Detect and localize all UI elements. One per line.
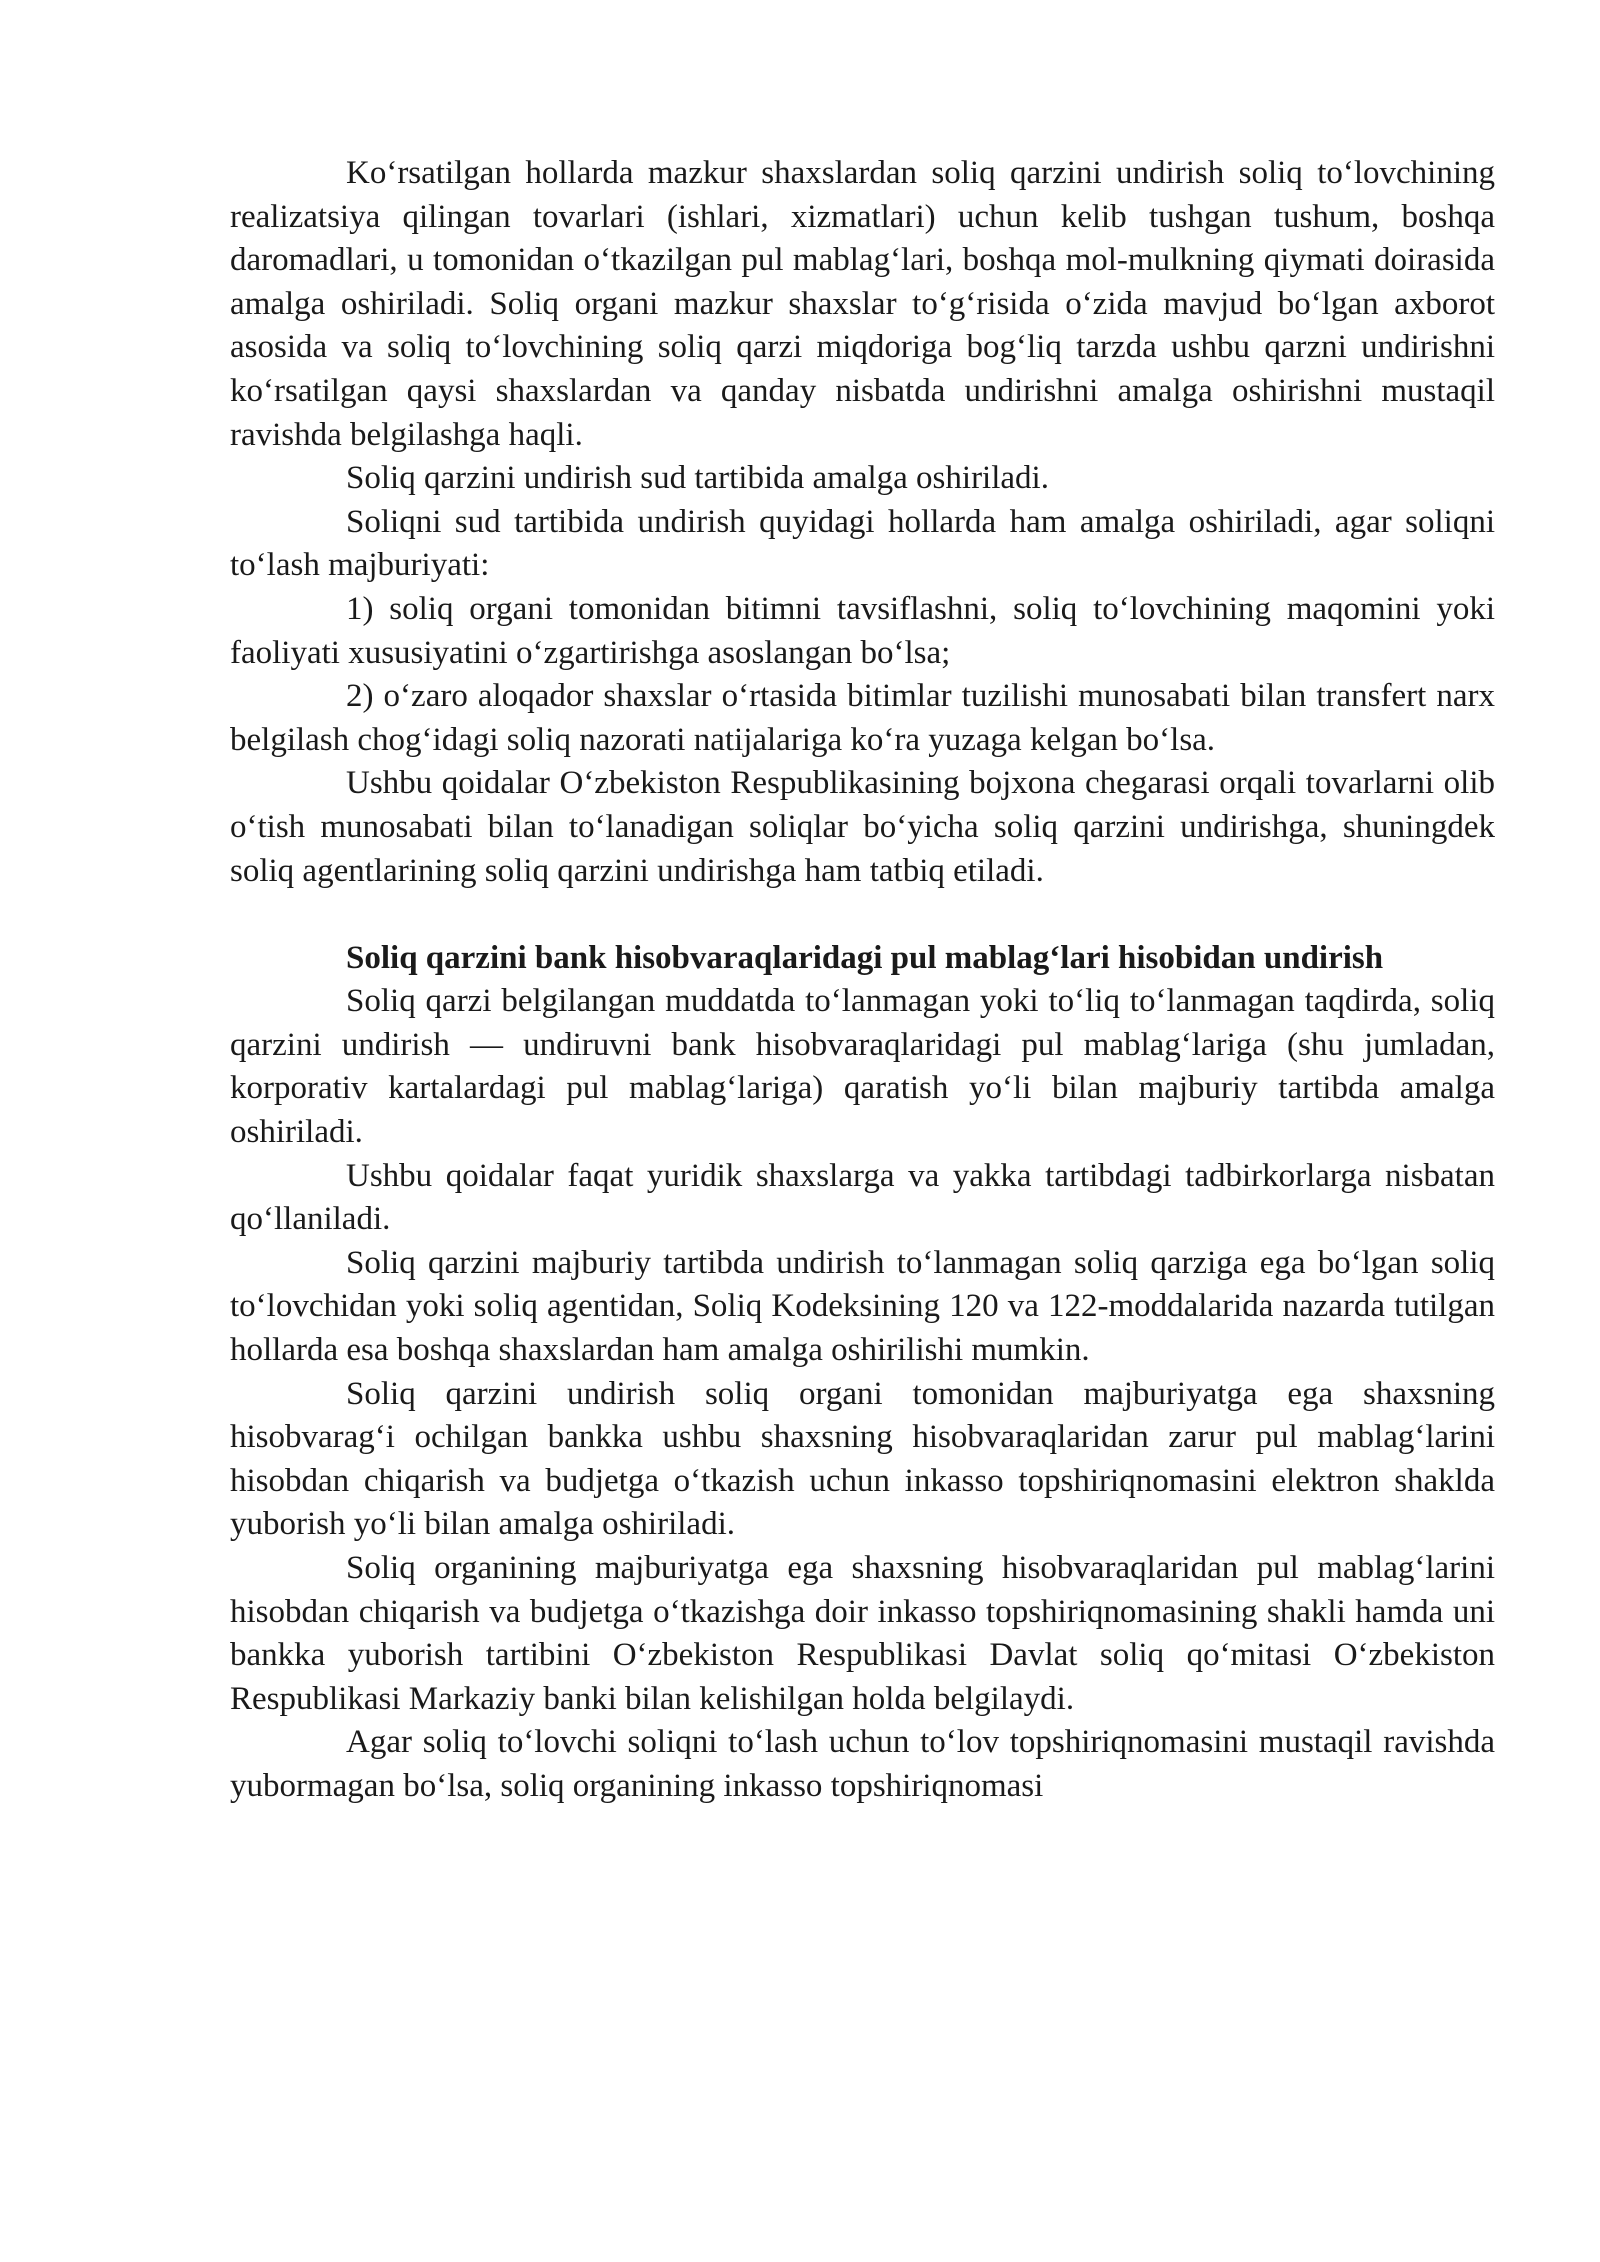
paragraph: Ushbu qoidalar faqat yuridik shaxslarga va yakka tartibdagi tadbirkorlarga nisbatan qo‘llaniladi.: [230, 1157, 1495, 1238]
list-item: 2) o‘zaro aloqador shaxslar o‘rtasida bitimlar tuzilishi munosabati bilan transfert narx belgilash chog‘idagi soliq nazorati natijalariga ko‘ra yuzaga kelgan bo‘lsa.: [230, 678, 1495, 758]
paragraph: Agar soliq to‘lovchi soliqni to‘lash uchun to‘lov topshiriqnomasini mustaqil ravishda yubormagan bo‘lsa, soliq organining inkasso topshiriqnomasi: [230, 1724, 1495, 1804]
paragraph: Ushbu qoidalar O‘zbekiston Respublikasining bojxona chegarasi orqali tovarlarni olib o‘tish munosabati bilan to‘lanadigan soliqlar bo‘yicha soliq qarzini undirishga, shuningdek soliq agentlarining soliq qarzini undirishga ham tatbiq etiladi.: [230, 765, 1495, 889]
paragraph: Soliq qarzini undirish sud tartibida amalga oshiriladi.: [346, 460, 1049, 497]
document-page: [230, 152, 1495, 1809]
section-heading: Soliq qarzini bank hisobvaraqlaridagi pul mablag‘lari hisobidan undirish: [346, 939, 1384, 976]
paragraph: Soliq qarzini undirish soliq organi tomonidan majburiyatga ega shaxsning hisobvarag‘i ochilgan bankka ushbu shaxsning hisobvaraqlaridan zarur pul mablag‘larini hisobdan chiqarish va budjetga o‘tkazish uchun inkasso topshiriqnomasini elektron shaklda yuborish yo‘li bilan amalga oshiriladi.: [230, 1375, 1495, 1543]
paragraph: Soliqni sud tartibida undirish quyidagi hollarda ham amalga oshiriladi, agar soliqni to‘lash majburiyati:: [230, 503, 1495, 584]
list-item: 1) soliq organi tomonidan bitimni tavsiflashni, soliq to‘lovchining maqomini yoki faoliyati xususiyatini o‘zgartirishga asoslangan bo‘lsa;: [230, 590, 1495, 671]
paragraph: Ko‘rsatilgan hollarda mazkur shaxslardan soliq qarzini undirish soliq to‘lovchining realizatsiya qilingan tovarlari (ishlari, xizmatlari) uchun kelib tushgan tushum, boshqa daromadlari, u tomonidan o‘tkazilgan pul mablag‘lari, boshqa mol-mulkning qiymati doirasida amalga oshiriladi. Soliq organi mazkur shaxslar to‘g‘risida o‘zida mavjud bo‘lgan axborot asosida va soliq to‘lovchining soliq qarzi miqdoriga bog‘liq tarzda ushbu qarzni undirishni ko‘rsatilgan qaysi shaxslardan va qanday nisbatda undirishni amalga oshirishni mustaqil ravishda belgilashga haqli.: [230, 155, 1495, 453]
paragraph: Soliq qarzini majburiy tartibda undirish to‘lanmagan soliq qarziga ega bo‘lgan soliq to‘lovchidan yoki soliq agentidan, Soliq Kodeksining 120 va 122-moddalarida nazarda tutilgan hollarda esa boshqa shaxslardan ham amalga oshirilishi mumkin.: [230, 1244, 1495, 1369]
paragraph: Soliq qarzi belgilangan muddatda to‘lanmagan yoki to‘liq to‘lanmagan taqdirda, soliq qarzini undirish — undiruvni bank hisobvaraqlaridagi pul mablag‘lariga (shu jumladan, korporativ kartalardagi pul mablag‘lariga) qaratish yo‘li bilan majburiy tartibda amalga oshiriladi.: [230, 983, 1495, 1151]
paragraph: Soliq organining majburiyatga ega shaxsning hisobvaraqlaridan pul mablag‘larini hisobdan chiqarish va budjetga o‘tkazishga doir inkasso topshiriqnomasining shakli hamda uni bankka yuborish tartibini O‘zbekiston Respublikasi Davlat soliq qo‘mitasi O‘zbekiston Respublikasi Markaziy banki bilan kelishilgan holda belgilaydi.: [230, 1550, 1495, 1717]
